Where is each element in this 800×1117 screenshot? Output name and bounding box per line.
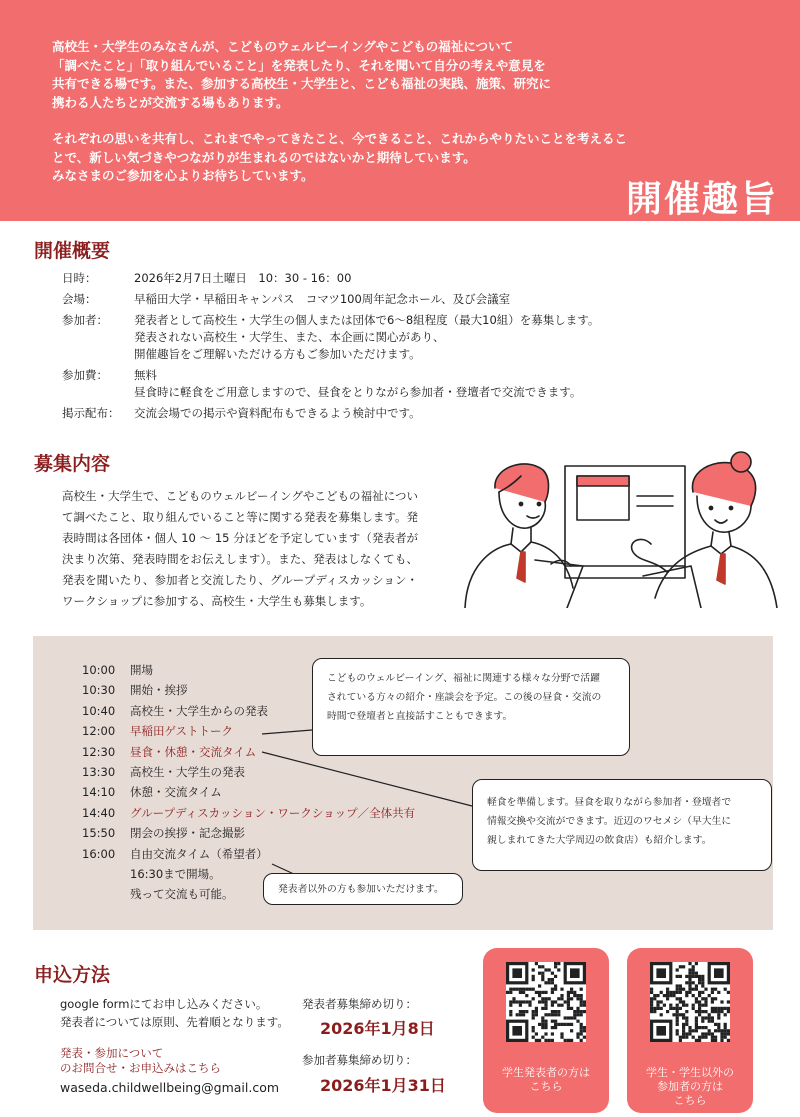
overview-label: 会場：	[62, 292, 97, 306]
overview-value-line: 2026年2月7日土曜日 10：30 - 16：00	[134, 271, 352, 285]
overview-row	[62, 367, 762, 401]
participant-qr-code-icon[interactable]	[650, 962, 730, 1042]
schedule-note: 残って交流も可能。	[130, 887, 234, 902]
schedule-time: 13:30	[82, 764, 116, 779]
schedule-label: 早稲田ゲストトーク	[130, 724, 234, 739]
overview-label: 参加費：	[62, 368, 108, 382]
schedule-row	[82, 823, 415, 843]
lunch-callout: 軽食を準備します。昼食を取りながら参加者・登壇者で 情報交換や交流ができます。近辺のワセメシ（早大生に 親しまれてきた大学周辺の飲食店）も紹介します。	[472, 779, 772, 871]
presenter-deadline: 2026年1月8日	[320, 1019, 435, 1038]
overview-value-line: 交流会場での掲示や資料配布もできるよう検討中です。	[134, 406, 421, 420]
overview-title: 開催概要	[34, 240, 111, 262]
schedule-time: 14:40	[82, 805, 116, 820]
schedule-label: 昼食・休憩・交流タイム	[130, 744, 257, 759]
presenter-qr-caption: 学生発表者の方は こちら	[502, 1066, 590, 1093]
hero-heading: 開催趣旨	[625, 179, 778, 220]
presenter-qr-code-icon[interactable]	[506, 962, 586, 1042]
overview-label: 掲示配布：	[62, 406, 120, 420]
hero-banner	[0, 0, 800, 221]
overview-label: 日時：	[62, 271, 97, 285]
overview-value-line: 無料	[134, 368, 157, 382]
guest-talk-callout: こどものウェルビーイング、福祉に関連する様々な分野で活躍 されている方々の紹介・座談会を予定。この後の昼食・交流の 時間で登壇者と直接話すこともできます。	[312, 658, 630, 756]
overview-row	[62, 291, 762, 308]
schedule-row	[82, 762, 415, 782]
participant-deadline-label: 参加者募集締め切り：	[302, 1053, 417, 1067]
workshop-callout: 発表者以外の方も参加いただけます。	[263, 873, 463, 905]
schedule-time: 14:10	[82, 785, 116, 800]
overview-value-line: 早稲田大学・早稲田キャンパス コマツ100周年記念ホール、及び会議室	[134, 292, 511, 306]
overview-row	[62, 405, 762, 422]
overview-value-line: 開催趣旨をご理解いただける方もご参加いただけます。	[134, 347, 421, 361]
apply-contact-label: 発表・参加について のお問合せ・お申込みはこちら	[60, 1046, 221, 1075]
hero-paragraph-2: それぞれの思いを共有し、これまでやってきたこと、今できること、これからやりたいことを考えるこ とで、新しい気づきやつながりが生まれるのではないかと期待しています。 みなさまのご参加を心よりお待ちしています。	[52, 131, 628, 183]
contact-email-link[interactable]: waseda.childwellbeing@gmail.com	[60, 1080, 280, 1095]
schedule-label: 自由交流タイム（希望者）	[130, 846, 268, 861]
overview-value-line: 昼食時に軽食をご用意しますので、昼食をとりながら参加者・登壇者で交流できます。	[134, 385, 582, 399]
overview-value-line: 発表されない高校生・大学生、また、本企画に関心があり、	[134, 330, 445, 344]
schedule-time: 12:00	[82, 724, 116, 739]
schedule-time: 10:40	[82, 703, 116, 718]
overview-row	[62, 312, 762, 363]
schedule-time: 10:00	[82, 663, 116, 677]
overview-row	[62, 270, 762, 287]
schedule-time: 12:30	[82, 744, 116, 759]
recruit-body: 高校生・大学生で、こどものウェルビーイングやこどもの福祉について調べたこと、取り組んでいること等に関する発表を募集します。発表時間は各団体・個人 10 ～ 15 分ほどを予定しています（発表者が決まり次第、発表時間をお伝えします）。また、発表はしなくても、発表を聞いたり、参加者と交流したり、グループディスカッション・ワークショップに参加する、高校生・大学生も募集します。	[62, 489, 418, 608]
overview-value-line: 発表者として高校生・大学生の個人または団体で6～8組程度（最大10組）を募集します。	[134, 313, 600, 327]
overview-value	[134, 270, 762, 287]
apply-instructions: google formにてお申し込みください。 発表者については原則、先着順となります。	[60, 997, 289, 1029]
overview-value	[134, 405, 762, 422]
overview-value	[134, 312, 762, 363]
schedule-row	[82, 844, 415, 864]
schedule-note: 16:30まで開場。	[130, 866, 221, 881]
schedule-label: 閉会の挨拶・記念撮影	[130, 826, 245, 841]
schedule-label: 開始・挨拶	[130, 683, 188, 698]
presenter-deadline-label: 発表者募集締め切り：	[302, 997, 417, 1011]
schedule-label: 高校生・大学生からの発表	[130, 703, 268, 718]
schedule-label: 開場	[130, 663, 153, 677]
presenter-qr-card[interactable]	[483, 948, 609, 1113]
overview-table	[62, 270, 762, 426]
schedule-time: 10:30	[82, 683, 116, 698]
schedule-label: グループディスカッション・ワークショップ／全体共有	[130, 805, 416, 820]
presentation-illustration	[455, 448, 785, 608]
participant-qr-card[interactable]	[627, 948, 753, 1113]
schedule-row	[82, 782, 415, 802]
apply-title: 申込方法	[34, 964, 111, 986]
participant-qr-caption: 学生・学生以外の 参加者の方は こちら	[646, 1066, 734, 1107]
schedule-label: 高校生・大学生の発表	[130, 764, 245, 779]
schedule-row	[82, 803, 415, 823]
schedule-label: 休憩・交流タイム	[130, 785, 222, 800]
hero-intro	[52, 38, 752, 186]
recruit-title: 募集内容	[34, 453, 111, 475]
participant-deadline: 2026年1月31日	[320, 1076, 446, 1095]
overview-label: 参加者：	[62, 313, 108, 327]
hero-paragraph-1: 高校生・大学生のみなさんが、こどものウェルビーイングやこどもの福祉について 「調べたこと」「取り組んでいること」を発表したり、それを聞いて自分の考えや意見を 共有できる場です。また、参加する高校生・大学生と、こども福祉の実践、施策、研究に 携わる人たちとが交流する場もあります。	[52, 39, 552, 110]
overview-value	[134, 291, 762, 308]
schedule-time: 16:00	[82, 846, 116, 861]
overview-value	[134, 367, 762, 401]
schedule-time: 15:50	[82, 826, 116, 841]
